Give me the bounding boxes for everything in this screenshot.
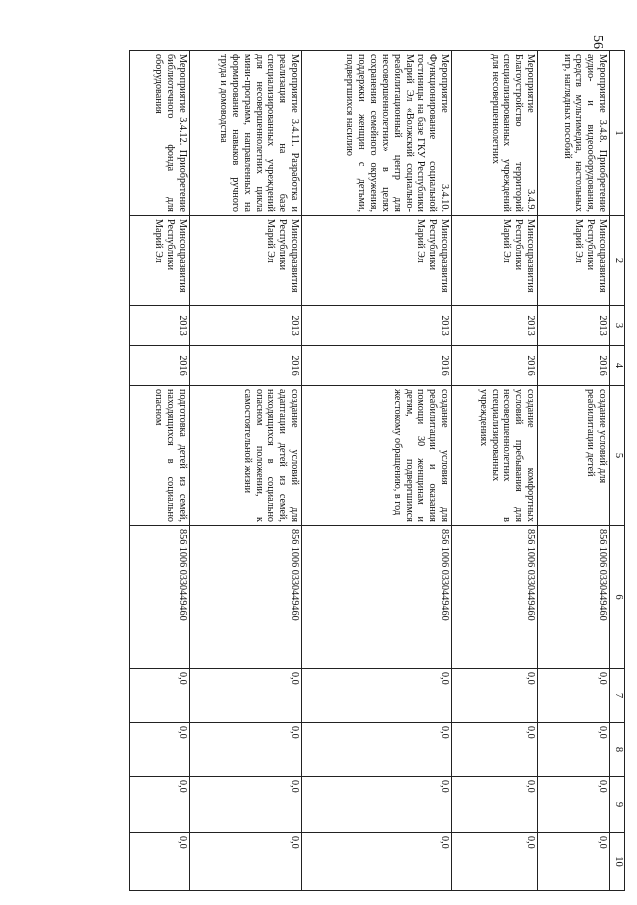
end-year: 2016 xyxy=(130,346,190,386)
column-number-row xyxy=(610,51,625,891)
program-activities-table xyxy=(129,50,625,891)
value-col9: 0,0 xyxy=(452,777,538,833)
end-year: 2016 xyxy=(190,346,302,386)
col-header-4: 4 xyxy=(610,346,625,386)
col-header-5: 5 xyxy=(610,386,625,526)
col-header-9: 9 xyxy=(610,777,625,833)
executor: Минсоцразвития Республики Марий Эл xyxy=(130,216,190,306)
budget-code: 856 1006 0330449460 xyxy=(538,526,610,669)
col-header-8: 8 xyxy=(610,723,625,777)
executor: Минсоцразвития Республики Марий Эл xyxy=(190,216,302,306)
value-col8: 0,0 xyxy=(302,723,452,777)
expected-result: создание условий для реабилитации детей xyxy=(538,386,610,526)
value-col10: 0,0 xyxy=(130,833,190,891)
value-col8: 0,0 xyxy=(130,723,190,777)
end-year: 2016 xyxy=(538,346,610,386)
table-row xyxy=(538,51,610,891)
table-row xyxy=(302,51,452,891)
value-col10: 0,0 xyxy=(538,833,610,891)
value-col10: 0,0 xyxy=(302,833,452,891)
budget-code: 856 1006 0330449460 xyxy=(130,526,190,669)
start-year: 2013 xyxy=(452,306,538,346)
start-year: 2013 xyxy=(130,306,190,346)
activity-name: Мероприятие 3.4.10. Функционирование социальной гостиницы на базе ГКУ Республики Марий Эл «Волжский социально-реабилитационный центр для несовершеннолетних» в целях сохранения семейного окружения, поддержки женщин с детьми, подвергшихся насилию xyxy=(302,51,452,216)
col-header-7: 7 xyxy=(610,669,625,723)
start-year: 2013 xyxy=(538,306,610,346)
start-year: 2013 xyxy=(190,306,302,346)
value-col7: 0,0 xyxy=(130,669,190,723)
value-col10: 0,0 xyxy=(452,833,538,891)
expected-result: создание условия для реабилитации и оказания помощи 30 женщинам и детям, подвергшимся жестокому обращению, в год xyxy=(302,386,452,526)
value-col9: 0,0 xyxy=(130,777,190,833)
value-col7: 0,0 xyxy=(302,669,452,723)
table-row xyxy=(130,51,190,891)
start-year: 2013 xyxy=(302,306,452,346)
expected-result: создание условий для адаптации детей из семей, находящихся в социально опасном положении, к самостоятельной жизни xyxy=(190,386,302,526)
col-header-6: 6 xyxy=(610,526,625,669)
col-header-3: 3 xyxy=(610,306,625,346)
value-col7: 0,0 xyxy=(452,669,538,723)
executor: Минсоцразвития Республики Марий Эл xyxy=(452,216,538,306)
value-col7: 0,0 xyxy=(538,669,610,723)
budget-code: 856 1006 0330449460 xyxy=(190,526,302,669)
budget-code: 856 1006 0330449460 xyxy=(452,526,538,669)
executor: Минсоцразвития Республики Марий Эл xyxy=(302,216,452,306)
value-col9: 0,0 xyxy=(190,777,302,833)
value-col9: 0,0 xyxy=(538,777,610,833)
value-col8: 0,0 xyxy=(190,723,302,777)
value-col8: 0,0 xyxy=(452,723,538,777)
value-col9: 0,0 xyxy=(302,777,452,833)
activity-name: Мероприятие 3.4.9. Благоустройство территорий специализированных учреждений для несовершеннолетних xyxy=(452,51,538,216)
expected-result: подготовка детей из семей, находящихся в социально опасном xyxy=(130,386,190,526)
col-header-1: 1 xyxy=(610,51,625,216)
executor: Минсоцразвития Республики Марий Эл xyxy=(538,216,610,306)
activity-name: Мероприятие 3.4.11. Разработка и реализация на базе специализированных учреждений для несовершеннолетних цикла мини-программ, направленных на формирование навыков ручного труда и домоводства xyxy=(190,51,302,216)
page-number: 56 xyxy=(590,35,605,49)
value-col10: 0,0 xyxy=(190,833,302,891)
end-year: 2016 xyxy=(452,346,538,386)
value-col8: 0,0 xyxy=(538,723,610,777)
activity-name: Мероприятие 3.4.8. Приобретение аудио- и видеооборудования, средств мультимедиа, настольных игр, наглядных пособий xyxy=(538,51,610,216)
expected-result: создание комфортных условий пребывания для несовершеннолетних в специализированных учреждениях xyxy=(452,386,538,526)
budget-code: 856 1006 0330449460 xyxy=(302,526,452,669)
end-year: 2016 xyxy=(302,346,452,386)
table-row xyxy=(190,51,302,891)
table-row xyxy=(452,51,538,891)
rotated-table-container xyxy=(115,50,625,890)
col-header-10: 10 xyxy=(610,833,625,891)
activity-name: Мероприятие 3.4.12. Приобретение библиотечного фонда для оборудования xyxy=(130,51,190,216)
col-header-2: 2 xyxy=(610,216,625,306)
value-col7: 0,0 xyxy=(190,669,302,723)
